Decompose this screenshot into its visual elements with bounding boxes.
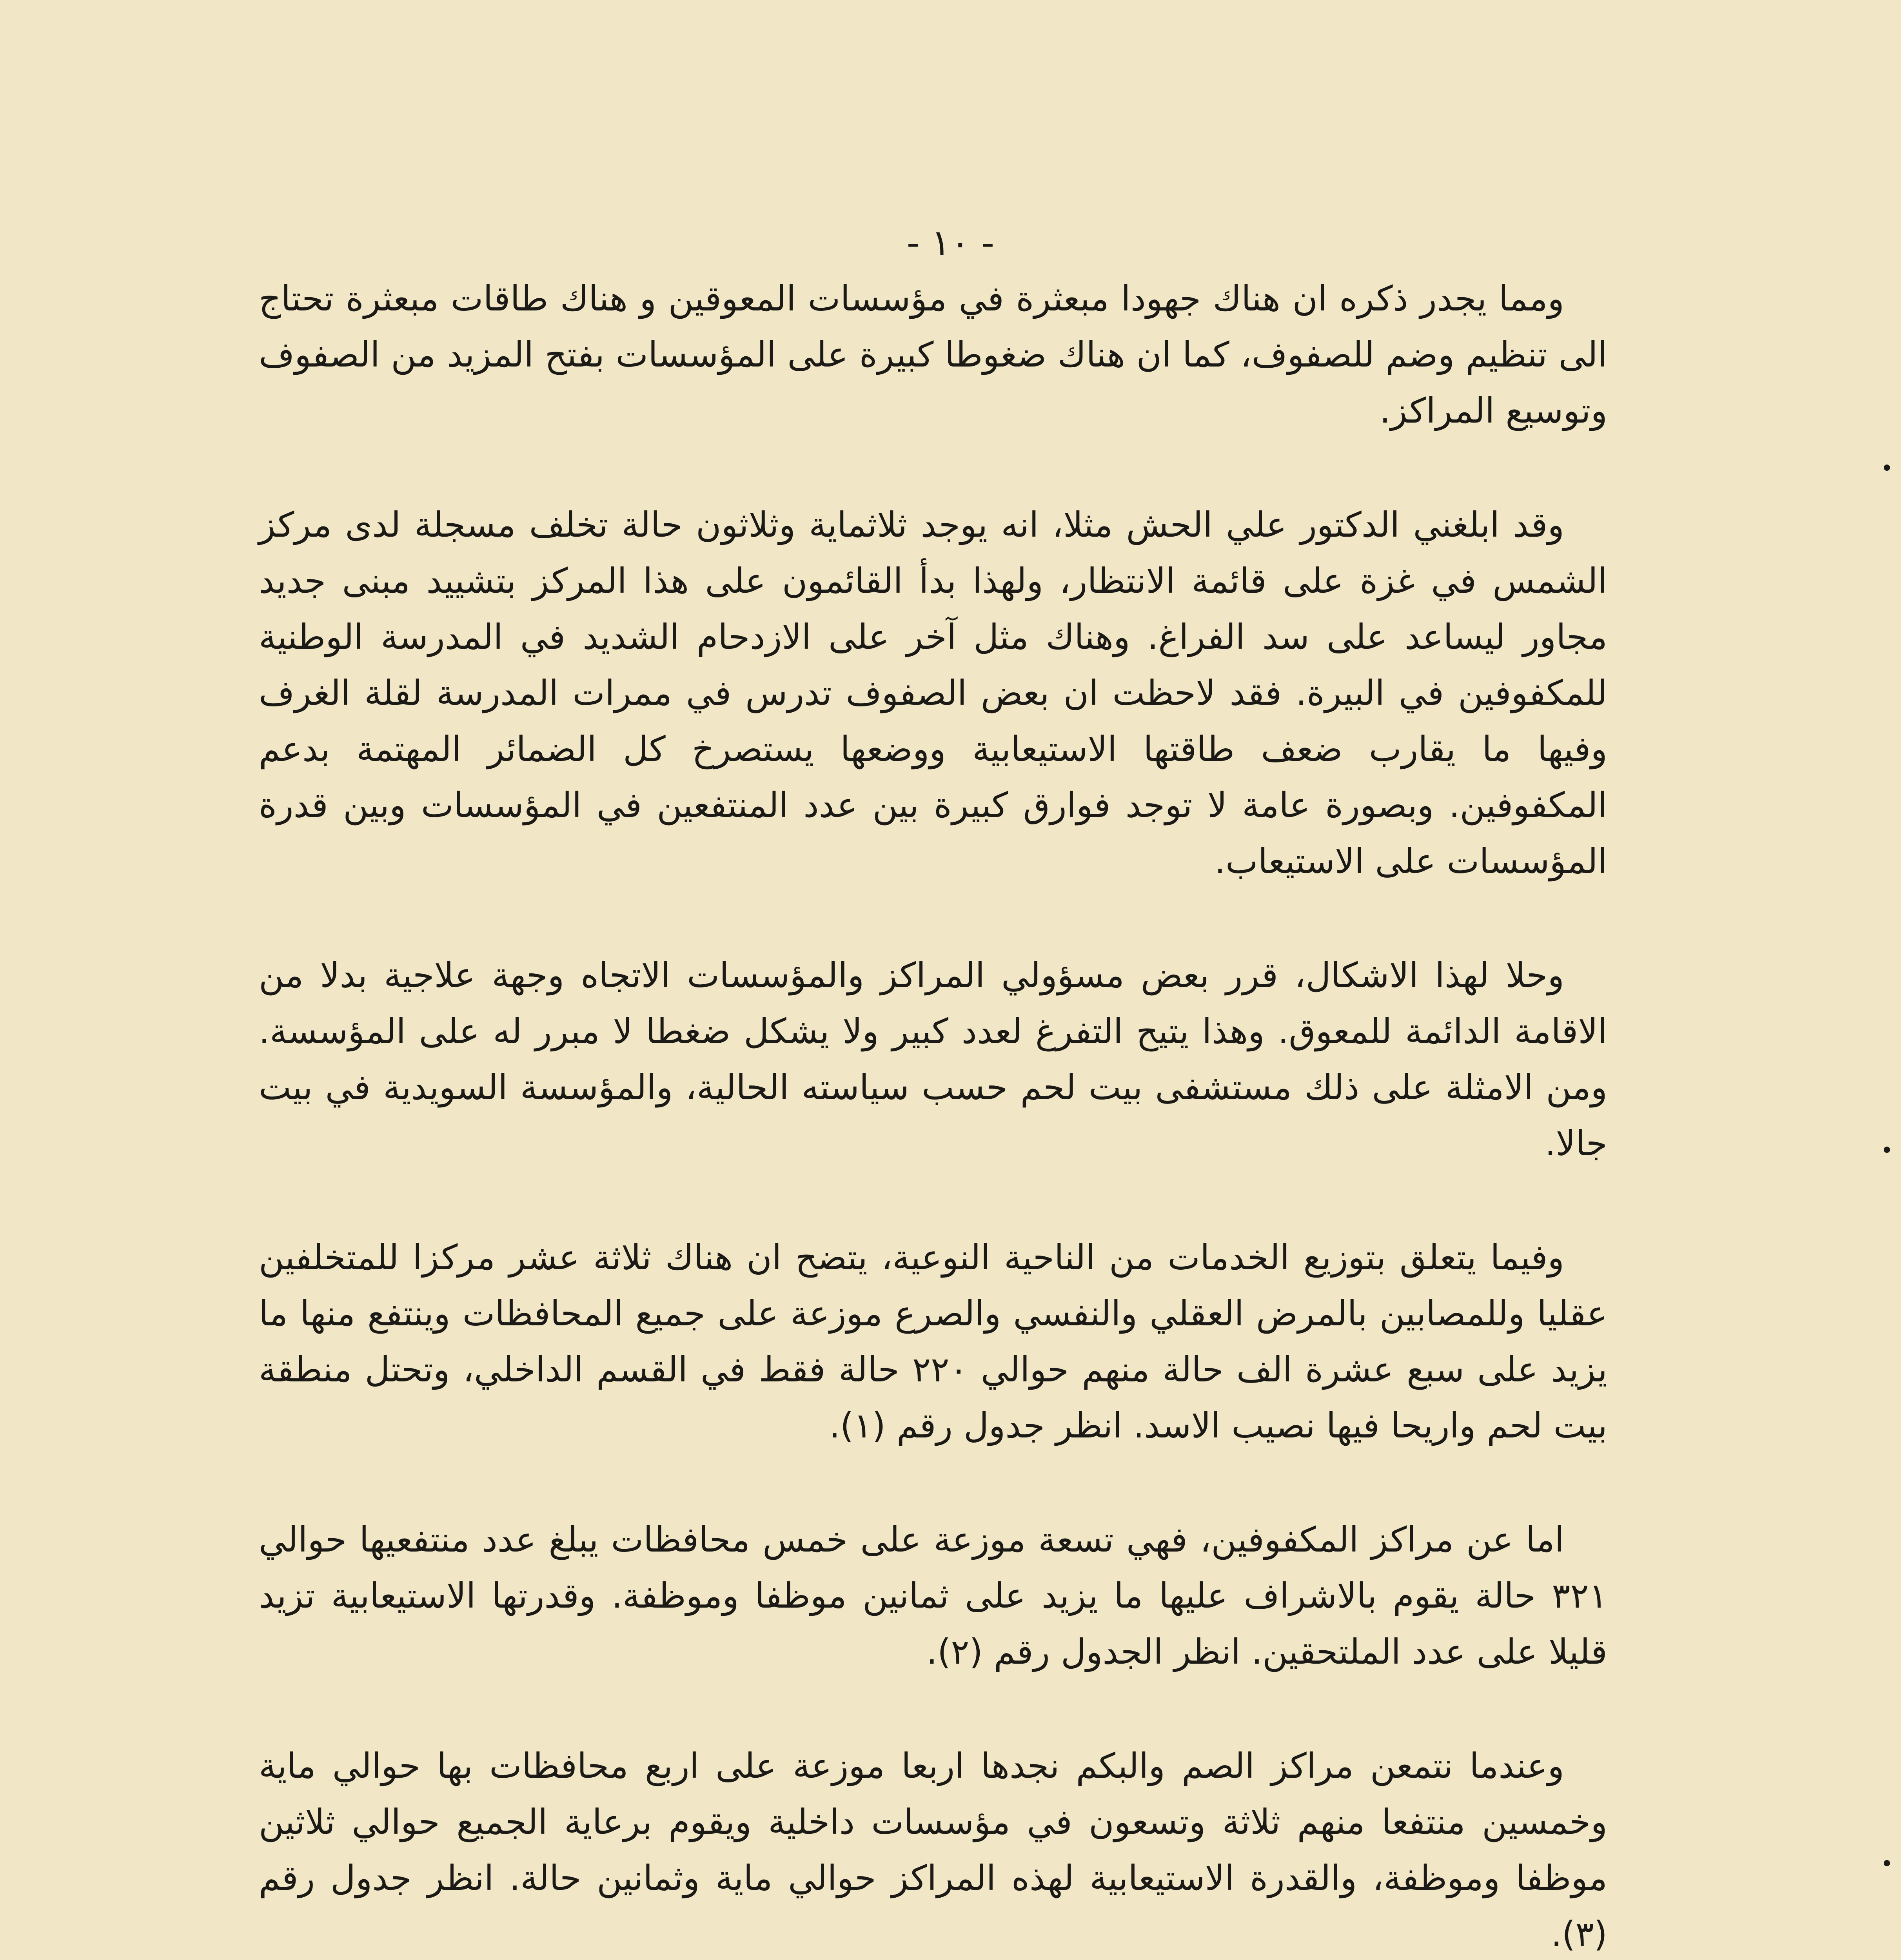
body-text — [259, 270, 1607, 1960]
paragraph-waiting-list: وقد ابلغني الدكتور علي الحش مثلا، انه يوجد ثلاثماية وثلاثون حالة تخلف مسجلة لدى مركز الشمس في غزة على قائمة الانتظار، ولهذا بدأ القائمون على هذا المركز بتشييد مبنى جديد مجاور ليساعد على سد الفراغ. وهناك مثل آخر على الازدحام الشديد في المدرسة الوطنية للمكفوفين في البيرة. فقد لاحظت ان بعض الصفوف تدرس في ممرات المدرسة لقلة الغرف وفيها ما يقارب ضعف طاقتها الاستيعابية ووضعها يستصرخ كل الضمائر المهتمة بدعم المكفوفين. وبصورة عامة لا توجد فوارق كبيرة بين عدد المنتفعين في المؤسسات وبين قدرة المؤسسات على الاستيعاب. — [259, 505, 1607, 881]
page-number: - ١٠ - — [906, 222, 995, 264]
edge-mark — [1884, 1147, 1890, 1153]
paragraph-therapeutic-approach: وحلا لهذا الاشكال، قرر بعض مسؤولي المراكز والمؤسسات الاتجاه وجهة علاجية بدلا من الاقامة الدائمة للمعوق. وهذا يتيح التفرغ لعدد كبير ولا يشكل ضغطا لا مبرر له على المؤسسة. ومن الامثلة على ذلك مستشفى بيت لحم حسب سياسته الحالية، والمؤسسة السويدية في بيت جالا. — [259, 955, 1607, 1163]
paragraph-blind-centers: اما عن مراكز المكفوفين، فهي تسعة موزعة على خمس محافظات يبلغ عدد منتفعيها حوالي ٣٢١ حالة يقوم بالاشراف عليها ما يزيد على ثمانين موظفا وموظفة. وقدرتها الاستيعابية تزيد قليلا على عدد الملتحقين. انظر الجدول رقم (٢). — [259, 1519, 1607, 1672]
paragraph-mental-health-centers: وفيما يتعلق بتوزيع الخدمات من الناحية النوعية، يتضح ان هناك ثلاثة عشر مركزا للمتخلفين عقليا وللمصابين بالمرض العقلي والنفسي والصرع موزعة على جميع المحافظات وينتفع منها ما يزيد على سبع عشرة الف حالة منهم حوالي ٢٢٠ حالة فقط في القسم الداخلي، وتحتل منطقة بيت لحم واريحا فيها نصيب الاسد. انظر جدول رقم (١). — [259, 1237, 1607, 1446]
paragraph-scattered-efforts: ومما يجدر ذكره ان هناك جهودا مبعثرة في مؤسسات المعوقين و هناك طاقات مبعثرة تحتاج الى تنظيم وضم للصفوف، كما ان هناك ضغوطا كبيرة على المؤسسات بفتح المزيد من الصفوف وتوسيع المراكز. — [259, 278, 1607, 431]
edge-mark — [1884, 1860, 1890, 1866]
paragraph-deaf-centers: وعندما نتمعن مراكز الصم والبكم نجدها اربعا موزعة على اربع محافظات بها حوالي ماية وخمسين منتفعا منهم ثلاثة وتسعون في مؤسسات داخلية ويقوم برعاية الجميع حوالي ثلاثين موظفا وموظفة، والقدرة الاستيعابية لهذه المراكز حوالي ماية وثمانين حالة. انظر جدول رقم (٣). — [259, 1746, 1607, 1954]
edge-mark — [1884, 465, 1890, 471]
